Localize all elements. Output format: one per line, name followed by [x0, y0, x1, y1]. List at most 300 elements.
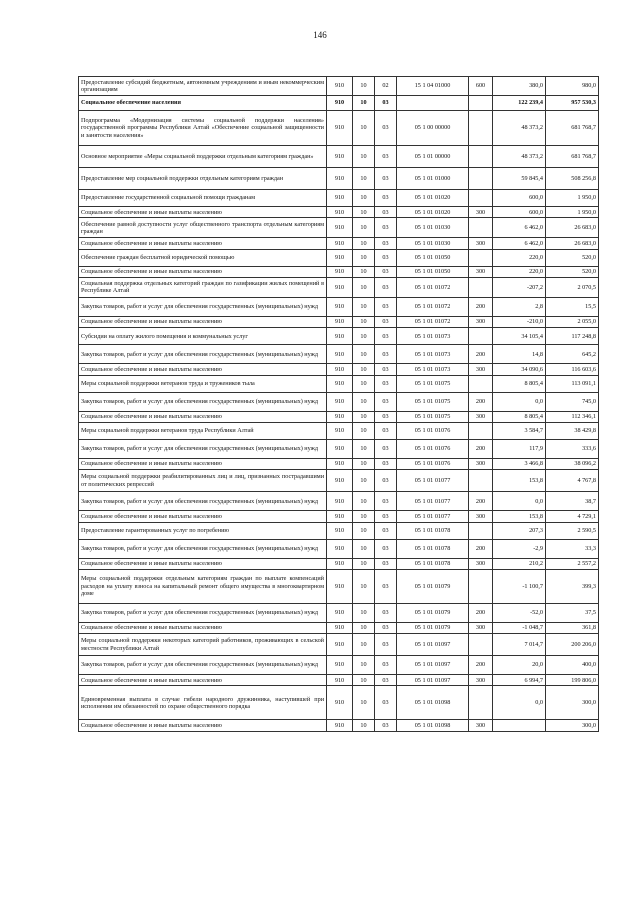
- row-section-cell: 10: [353, 238, 375, 249]
- row-amount-2-cell: 117 248,8: [546, 328, 599, 345]
- row-name-cell: Закупка товаров, работ и услуг для обеспечения государственных (муниципальных) нужд: [79, 392, 327, 411]
- row-subsection-cell: 03: [375, 539, 397, 558]
- row-ved-cell: 910: [327, 297, 353, 316]
- row-target-article-cell: 05 1 01 01075: [397, 392, 469, 411]
- row-section-cell: 10: [353, 77, 375, 96]
- row-ved-cell: 910: [327, 96, 353, 111]
- row-name-cell: Социальное обеспечение и иные выплаты населению: [79, 316, 327, 327]
- row-amount-1-cell: 0,0: [493, 392, 546, 411]
- row-name-cell: Социальное обеспечение и иные выплаты населению: [79, 720, 327, 731]
- row-subsection-cell: 03: [375, 111, 397, 146]
- row-section-cell: 10: [353, 277, 375, 297]
- row-expense-type-cell: 300: [469, 207, 493, 218]
- row-ved-cell: 910: [327, 470, 353, 492]
- row-section-cell: 10: [353, 190, 375, 207]
- row-amount-2-cell: 520,0: [546, 266, 599, 277]
- row-expense-type-cell: 200: [469, 392, 493, 411]
- row-ved-cell: 910: [327, 218, 353, 238]
- row-section-cell: 10: [353, 146, 375, 168]
- row-section-cell: 10: [353, 558, 375, 569]
- row-target-article-cell: [397, 96, 469, 111]
- row-name-cell: Обеспечение равной доступности услуг общественного транспорта отдельным категориям граждан: [79, 218, 327, 238]
- row-section-cell: 10: [353, 316, 375, 327]
- row-amount-2-cell: 1 950,0: [546, 190, 599, 207]
- table-row: [79, 511, 599, 522]
- row-amount-2-cell: 333,6: [546, 439, 599, 458]
- row-name-cell: Предоставление государственной социальной помощи гражданам: [79, 190, 327, 207]
- row-amount-1-cell: 153,8: [493, 470, 546, 492]
- table-row: [79, 458, 599, 469]
- row-target-article-cell: 05 1 01 01098: [397, 720, 469, 731]
- row-ved-cell: 910: [327, 622, 353, 633]
- row-section-cell: 10: [353, 375, 375, 392]
- row-target-article-cell: 05 1 01 01050: [397, 249, 469, 266]
- row-amount-1-cell: [493, 720, 546, 731]
- row-expense-type-cell: [469, 218, 493, 238]
- table-row: [79, 656, 599, 675]
- row-amount-2-cell: 300,0: [546, 720, 599, 731]
- row-subsection-cell: 03: [375, 277, 397, 297]
- row-amount-1-cell: -1 048,7: [493, 622, 546, 633]
- row-name-cell: Социальное обеспечение населения: [79, 96, 327, 111]
- row-subsection-cell: 03: [375, 511, 397, 522]
- row-amount-1-cell: 0,0: [493, 492, 546, 511]
- row-amount-2-cell: 33,3: [546, 539, 599, 558]
- row-ved-cell: 910: [327, 411, 353, 422]
- row-amount-2-cell: 38 429,8: [546, 422, 599, 439]
- table-row: [79, 439, 599, 458]
- row-ved-cell: 910: [327, 277, 353, 297]
- row-target-article-cell: 05 1 01 01076: [397, 422, 469, 439]
- row-amount-2-cell: 26 683,0: [546, 238, 599, 249]
- row-amount-2-cell: 2 070,5: [546, 277, 599, 297]
- row-expense-type-cell: [469, 686, 493, 720]
- row-subsection-cell: 03: [375, 96, 397, 111]
- row-subsection-cell: 03: [375, 720, 397, 731]
- row-subsection-cell: 03: [375, 492, 397, 511]
- row-section-cell: 10: [353, 492, 375, 511]
- row-amount-2-cell: 199 806,0: [546, 675, 599, 686]
- row-amount-1-cell: -207,2: [493, 277, 546, 297]
- row-subsection-cell: 03: [375, 207, 397, 218]
- row-amount-2-cell: 113 091,1: [546, 375, 599, 392]
- table-row: [79, 569, 599, 603]
- row-section-cell: 10: [353, 603, 375, 622]
- row-amount-1-cell: 48 373,2: [493, 111, 546, 146]
- row-amount-1-cell: 7 014,7: [493, 634, 546, 656]
- row-target-article-cell: 05 1 01 01078: [397, 522, 469, 539]
- table-row: [79, 675, 599, 686]
- row-amount-1-cell: 153,8: [493, 511, 546, 522]
- row-name-cell: Социальное обеспечение и иные выплаты населению: [79, 411, 327, 422]
- row-subsection-cell: 03: [375, 569, 397, 603]
- row-name-cell: Социальная поддержка отдельных категорий граждан по газификации жилых помещений в Республике Алтай: [79, 277, 327, 297]
- row-name-cell: Социальное обеспечение и иные выплаты населению: [79, 266, 327, 277]
- row-section-cell: 10: [353, 207, 375, 218]
- row-section-cell: 10: [353, 111, 375, 146]
- row-target-article-cell: 05 1 01 01077: [397, 492, 469, 511]
- table-row: [79, 686, 599, 720]
- row-expense-type-cell: [469, 146, 493, 168]
- row-amount-2-cell: 957 530,3: [546, 96, 599, 111]
- row-amount-1-cell: 3 466,8: [493, 458, 546, 469]
- row-amount-1-cell: 34 105,4: [493, 328, 546, 345]
- row-expense-type-cell: 200: [469, 297, 493, 316]
- row-subsection-cell: 03: [375, 297, 397, 316]
- row-subsection-cell: 03: [375, 622, 397, 633]
- row-ved-cell: 910: [327, 364, 353, 375]
- row-name-cell: Закупка товаров, работ и услуг для обеспечения государственных (муниципальных) нужд: [79, 345, 327, 364]
- table-row: [79, 238, 599, 249]
- row-expense-type-cell: [469, 634, 493, 656]
- table-row: [79, 345, 599, 364]
- row-expense-type-cell: 300: [469, 720, 493, 731]
- table-row: [79, 111, 599, 146]
- row-ved-cell: 910: [327, 146, 353, 168]
- table-row: [79, 411, 599, 422]
- row-ved-cell: 910: [327, 656, 353, 675]
- row-expense-type-cell: 300: [469, 411, 493, 422]
- row-subsection-cell: 03: [375, 603, 397, 622]
- row-subsection-cell: 03: [375, 364, 397, 375]
- row-target-article-cell: 05 1 01 01020: [397, 207, 469, 218]
- row-ved-cell: 910: [327, 539, 353, 558]
- row-expense-type-cell: 300: [469, 238, 493, 249]
- row-amount-1-cell: 6 994,7: [493, 675, 546, 686]
- row-expense-type-cell: [469, 190, 493, 207]
- row-subsection-cell: 03: [375, 238, 397, 249]
- row-expense-type-cell: [469, 422, 493, 439]
- row-name-cell: Предоставление гарантированных услуг по погребению: [79, 522, 327, 539]
- row-subsection-cell: 03: [375, 266, 397, 277]
- row-name-cell: Меры социальной поддержки ветеранов труда и тружеников тыла: [79, 375, 327, 392]
- row-ved-cell: 910: [327, 77, 353, 96]
- row-subsection-cell: 03: [375, 634, 397, 656]
- row-expense-type-cell: 300: [469, 316, 493, 327]
- row-subsection-cell: 03: [375, 168, 397, 190]
- row-expense-type-cell: 200: [469, 603, 493, 622]
- row-section-cell: 10: [353, 266, 375, 277]
- row-ved-cell: 910: [327, 375, 353, 392]
- row-target-article-cell: 05 1 01 01073: [397, 328, 469, 345]
- row-section-cell: 10: [353, 634, 375, 656]
- table-row: [79, 720, 599, 731]
- row-expense-type-cell: [469, 470, 493, 492]
- row-target-article-cell: 05 1 01 00000: [397, 146, 469, 168]
- row-subsection-cell: 03: [375, 458, 397, 469]
- row-subsection-cell: 03: [375, 316, 397, 327]
- row-ved-cell: 910: [327, 207, 353, 218]
- row-expense-type-cell: 200: [469, 492, 493, 511]
- row-amount-1-cell: -2,9: [493, 539, 546, 558]
- row-ved-cell: 910: [327, 558, 353, 569]
- row-amount-2-cell: 37,5: [546, 603, 599, 622]
- row-expense-type-cell: 300: [469, 511, 493, 522]
- row-ved-cell: 910: [327, 458, 353, 469]
- row-target-article-cell: 05 1 01 01072: [397, 277, 469, 297]
- row-amount-1-cell: 2,8: [493, 297, 546, 316]
- row-subsection-cell: 03: [375, 439, 397, 458]
- row-section-cell: 10: [353, 470, 375, 492]
- row-subsection-cell: 03: [375, 328, 397, 345]
- table-row: [79, 470, 599, 492]
- row-subsection-cell: 03: [375, 345, 397, 364]
- table-row: [79, 492, 599, 511]
- row-ved-cell: 910: [327, 168, 353, 190]
- table-row: [79, 316, 599, 327]
- row-section-cell: 10: [353, 411, 375, 422]
- row-section-cell: 10: [353, 364, 375, 375]
- row-section-cell: 10: [353, 675, 375, 686]
- row-subsection-cell: 03: [375, 411, 397, 422]
- row-ved-cell: 910: [327, 328, 353, 345]
- row-subsection-cell: 03: [375, 375, 397, 392]
- row-amount-1-cell: 117,9: [493, 439, 546, 458]
- table-row: [79, 634, 599, 656]
- row-section-cell: 10: [353, 458, 375, 469]
- row-expense-type-cell: [469, 168, 493, 190]
- row-section-cell: 10: [353, 422, 375, 439]
- row-ved-cell: 910: [327, 720, 353, 731]
- row-name-cell: Социальное обеспечение и иные выплаты населению: [79, 558, 327, 569]
- row-amount-2-cell: 400,0: [546, 656, 599, 675]
- row-target-article-cell: 05 1 01 01076: [397, 439, 469, 458]
- row-amount-2-cell: 4 767,8: [546, 470, 599, 492]
- table-row: [79, 328, 599, 345]
- row-amount-1-cell: 220,0: [493, 249, 546, 266]
- table-row: [79, 266, 599, 277]
- row-section-cell: 10: [353, 345, 375, 364]
- row-amount-1-cell: 6 462,0: [493, 218, 546, 238]
- row-target-article-cell: 05 1 01 01079: [397, 603, 469, 622]
- budget-table-body: [79, 77, 599, 732]
- row-expense-type-cell: 600: [469, 77, 493, 96]
- row-amount-2-cell: 2 055,0: [546, 316, 599, 327]
- row-name-cell: Социальное обеспечение и иные выплаты населению: [79, 622, 327, 633]
- row-name-cell: Социальное обеспечение и иные выплаты населению: [79, 511, 327, 522]
- row-section-cell: 10: [353, 218, 375, 238]
- row-target-article-cell: 05 1 01 01072: [397, 297, 469, 316]
- row-name-cell: Единовременная выплата в случае гибели народного дружинника, наступившей при исполнении им обязанностей по охране общественного порядка: [79, 686, 327, 720]
- table-row: [79, 297, 599, 316]
- row-subsection-cell: 03: [375, 675, 397, 686]
- row-amount-1-cell: 0,0: [493, 686, 546, 720]
- row-section-cell: 10: [353, 297, 375, 316]
- table-row: [79, 375, 599, 392]
- row-amount-1-cell: 59 845,4: [493, 168, 546, 190]
- row-target-article-cell: 05 1 01 01097: [397, 656, 469, 675]
- table-row: [79, 422, 599, 439]
- row-amount-1-cell: 600,0: [493, 190, 546, 207]
- row-amount-2-cell: 508 256,8: [546, 168, 599, 190]
- row-expense-type-cell: [469, 96, 493, 111]
- table-row: [79, 539, 599, 558]
- table-row: [79, 249, 599, 266]
- row-amount-2-cell: 300,0: [546, 686, 599, 720]
- row-section-cell: 10: [353, 539, 375, 558]
- budget-table: [78, 76, 599, 732]
- row-section-cell: 10: [353, 569, 375, 603]
- row-target-article-cell: 05 1 01 01079: [397, 622, 469, 633]
- table-row: [79, 77, 599, 96]
- row-section-cell: 10: [353, 439, 375, 458]
- row-target-article-cell: 05 1 01 01078: [397, 539, 469, 558]
- row-expense-type-cell: [469, 277, 493, 297]
- row-amount-1-cell: -210,0: [493, 316, 546, 327]
- row-subsection-cell: 03: [375, 218, 397, 238]
- row-section-cell: 10: [353, 96, 375, 111]
- row-name-cell: Закупка товаров, работ и услуг для обеспечения государственных (муниципальных) нужд: [79, 439, 327, 458]
- table-row: [79, 96, 599, 111]
- row-amount-2-cell: 1 950,0: [546, 207, 599, 218]
- row-amount-2-cell: 2 557,2: [546, 558, 599, 569]
- page-number: 146: [313, 30, 327, 40]
- row-name-cell: Меры социальной поддержки реабилитированных лиц и лиц, признанных пострадавшими от политических репрессий: [79, 470, 327, 492]
- row-target-article-cell: 05 1 01 01078: [397, 558, 469, 569]
- row-ved-cell: 910: [327, 345, 353, 364]
- row-amount-2-cell: 399,3: [546, 569, 599, 603]
- row-ved-cell: 910: [327, 686, 353, 720]
- row-section-cell: 10: [353, 328, 375, 345]
- row-section-cell: 10: [353, 511, 375, 522]
- row-name-cell: Социальное обеспечение и иные выплаты населению: [79, 458, 327, 469]
- row-amount-1-cell: 6 462,0: [493, 238, 546, 249]
- row-amount-2-cell: 4 729,1: [546, 511, 599, 522]
- row-target-article-cell: 05 1 01 01072: [397, 316, 469, 327]
- row-name-cell: Предоставление мер социальной поддержки отдельным категориям граждан: [79, 168, 327, 190]
- row-ved-cell: 910: [327, 238, 353, 249]
- row-target-article-cell: 05 1 01 01097: [397, 634, 469, 656]
- row-amount-2-cell: 26 683,0: [546, 218, 599, 238]
- row-name-cell: Субсидии на оплату жилого помещения и коммунальных услуг: [79, 328, 327, 345]
- row-amount-1-cell: 48 373,2: [493, 146, 546, 168]
- row-section-cell: 10: [353, 622, 375, 633]
- row-name-cell: Закупка товаров, работ и услуг для обеспечения государственных (муниципальных) нужд: [79, 656, 327, 675]
- row-section-cell: 10: [353, 392, 375, 411]
- row-amount-2-cell: 200 206,0: [546, 634, 599, 656]
- row-name-cell: Меры социальной поддержки отдельным категориям граждан по выплате компенсаций расходов на уплату взноса на капитальный ремонт общего имущества в многоквартирном доме: [79, 569, 327, 603]
- row-expense-type-cell: [469, 328, 493, 345]
- row-section-cell: 10: [353, 522, 375, 539]
- table-row: [79, 603, 599, 622]
- row-amount-1-cell: 207,3: [493, 522, 546, 539]
- row-subsection-cell: 03: [375, 522, 397, 539]
- row-amount-2-cell: 520,0: [546, 249, 599, 266]
- row-amount-2-cell: 116 603,6: [546, 364, 599, 375]
- row-ved-cell: 910: [327, 603, 353, 622]
- row-amount-2-cell: 681 768,7: [546, 146, 599, 168]
- row-amount-2-cell: 2 590,5: [546, 522, 599, 539]
- row-name-cell: Меры социальной поддержки некоторых категорий работников, проживающих в сельской местности Республики Алтай: [79, 634, 327, 656]
- table-row: [79, 558, 599, 569]
- row-ved-cell: 910: [327, 569, 353, 603]
- row-target-article-cell: 05 1 00 00000: [397, 111, 469, 146]
- row-amount-1-cell: 122 239,4: [493, 96, 546, 111]
- table-row: [79, 364, 599, 375]
- row-subsection-cell: 03: [375, 146, 397, 168]
- row-expense-type-cell: 300: [469, 458, 493, 469]
- row-amount-1-cell: 220,0: [493, 266, 546, 277]
- table-row: [79, 622, 599, 633]
- row-amount-1-cell: -1 100,7: [493, 569, 546, 603]
- row-amount-2-cell: 681 768,7: [546, 111, 599, 146]
- row-amount-2-cell: 38 096,2: [546, 458, 599, 469]
- row-amount-1-cell: 20,0: [493, 656, 546, 675]
- row-subsection-cell: 02: [375, 77, 397, 96]
- row-target-article-cell: 05 1 01 01030: [397, 218, 469, 238]
- table-row: [79, 277, 599, 297]
- row-amount-1-cell: 600,0: [493, 207, 546, 218]
- row-name-cell: Основное мероприятие «Меры социальной поддержки отдельным категориям граждан»: [79, 146, 327, 168]
- row-name-cell: Социальное обеспечение и иные выплаты населению: [79, 207, 327, 218]
- row-section-cell: 10: [353, 168, 375, 190]
- row-ved-cell: 910: [327, 492, 353, 511]
- row-ved-cell: 910: [327, 249, 353, 266]
- row-amount-1-cell: 8 805,4: [493, 411, 546, 422]
- row-ved-cell: 910: [327, 392, 353, 411]
- row-section-cell: 10: [353, 686, 375, 720]
- row-expense-type-cell: 200: [469, 345, 493, 364]
- row-target-article-cell: 05 1 01 01075: [397, 411, 469, 422]
- row-target-article-cell: 05 1 01 01030: [397, 238, 469, 249]
- row-subsection-cell: 03: [375, 656, 397, 675]
- row-name-cell: Социальное обеспечение и иные выплаты населению: [79, 675, 327, 686]
- row-ved-cell: 910: [327, 522, 353, 539]
- row-section-cell: 10: [353, 720, 375, 731]
- row-target-article-cell: 05 1 01 01079: [397, 569, 469, 603]
- row-subsection-cell: 03: [375, 470, 397, 492]
- row-ved-cell: 910: [327, 111, 353, 146]
- row-expense-type-cell: [469, 375, 493, 392]
- row-target-article-cell: 05 1 01 01075: [397, 375, 469, 392]
- table-row: [79, 392, 599, 411]
- row-name-cell: Закупка товаров, работ и услуг для обеспечения государственных (муниципальных) нужд: [79, 297, 327, 316]
- row-amount-2-cell: 38,7: [546, 492, 599, 511]
- table-row: [79, 207, 599, 218]
- row-amount-1-cell: 34 090,6: [493, 364, 546, 375]
- table-row: [79, 168, 599, 190]
- row-ved-cell: 910: [327, 439, 353, 458]
- row-name-cell: Закупка товаров, работ и услуг для обеспечения государственных (муниципальных) нужд: [79, 492, 327, 511]
- row-expense-type-cell: [469, 249, 493, 266]
- row-ved-cell: 910: [327, 634, 353, 656]
- row-target-article-cell: 05 1 01 01000: [397, 168, 469, 190]
- table-row: [79, 190, 599, 207]
- row-section-cell: 10: [353, 249, 375, 266]
- row-amount-1-cell: 3 584,7: [493, 422, 546, 439]
- row-section-cell: 10: [353, 656, 375, 675]
- row-expense-type-cell: [469, 522, 493, 539]
- row-subsection-cell: 03: [375, 686, 397, 720]
- row-expense-type-cell: 200: [469, 539, 493, 558]
- row-expense-type-cell: 300: [469, 558, 493, 569]
- row-ved-cell: 910: [327, 316, 353, 327]
- table-row: [79, 218, 599, 238]
- row-amount-2-cell: 112 346,1: [546, 411, 599, 422]
- row-expense-type-cell: [469, 111, 493, 146]
- row-subsection-cell: 03: [375, 392, 397, 411]
- row-target-article-cell: 05 1 01 01073: [397, 345, 469, 364]
- table-row: [79, 522, 599, 539]
- row-amount-2-cell: 645,2: [546, 345, 599, 364]
- row-name-cell: Предоставление субсидий бюджетным, автономным учреждениям и иным некоммерческим организациям: [79, 77, 327, 96]
- row-target-article-cell: 05 1 01 01076: [397, 458, 469, 469]
- row-amount-1-cell: -52,0: [493, 603, 546, 622]
- row-name-cell: Закупка товаров, работ и услуг для обеспечения государственных (муниципальных) нужд: [79, 603, 327, 622]
- row-target-article-cell: 05 1 01 01077: [397, 511, 469, 522]
- row-name-cell: Обеспечение граждан бесплатной юридической помощью: [79, 249, 327, 266]
- row-name-cell: Социальное обеспечение и иные выплаты населению: [79, 364, 327, 375]
